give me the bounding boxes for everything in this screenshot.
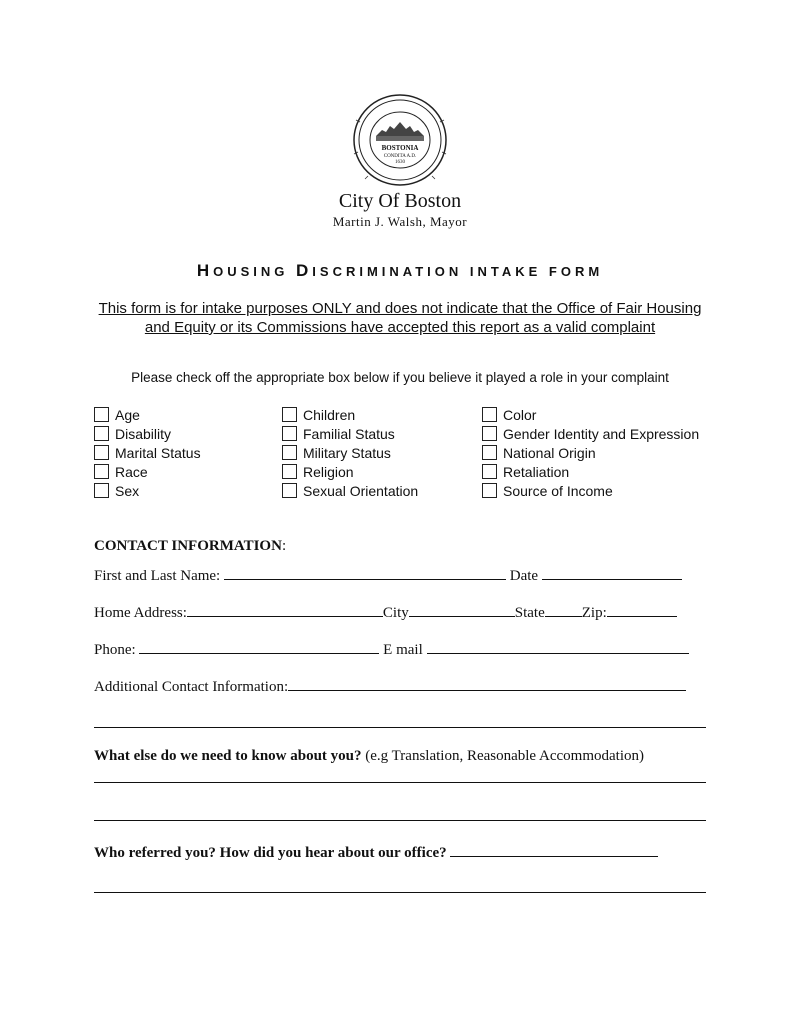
checkbox-military-status[interactable]: Military Status <box>282 443 418 462</box>
state-label: State <box>514 605 545 621</box>
checkbox-race[interactable]: Race <box>94 462 201 481</box>
additional-contact-field[interactable] <box>288 676 686 691</box>
checkbox[interactable] <box>482 426 497 441</box>
additional-contact-label: Additional Contact Information: <box>94 679 289 695</box>
contact-heading: CONTACT INFORMATION: <box>94 538 287 554</box>
address-field[interactable] <box>187 602 383 617</box>
checkbox-marital-status[interactable]: Marital Status <box>94 443 201 462</box>
checkbox-column-1 <box>94 405 201 500</box>
checkbox-familial-status[interactable]: Familial Status <box>282 424 418 443</box>
checkbox[interactable] <box>282 426 297 441</box>
checkbox-religion[interactable]: Religion <box>282 462 418 481</box>
zip-field[interactable] <box>607 602 677 617</box>
instructions: Please check off the appropriate box below if you believe it played a role in your complaint <box>131 370 669 385</box>
checkbox[interactable] <box>94 426 109 441</box>
referral-question: Who referred you? How did you hear about our office? <box>94 842 658 862</box>
date-field[interactable] <box>542 565 682 580</box>
name-date-row <box>94 565 682 585</box>
city-field[interactable] <box>409 602 515 617</box>
checkbox[interactable] <box>282 407 297 422</box>
checkbox[interactable] <box>282 464 297 479</box>
checkbox-column-2 <box>282 405 418 500</box>
svg-text:CONDITA A.D.: CONDITA A.D. <box>383 154 417 159</box>
checkbox-children[interactable]: Children <box>282 405 418 424</box>
date-label: Date <box>509 568 539 584</box>
checkbox-sex[interactable]: Sex <box>94 481 201 500</box>
referral-field[interactable] <box>450 842 658 857</box>
checkbox[interactable] <box>482 483 497 498</box>
checkbox-disability[interactable]: Disability <box>94 424 201 443</box>
checkbox[interactable] <box>94 407 109 422</box>
phone-email-row <box>94 639 689 659</box>
additional-contact-row <box>94 676 686 696</box>
needs-answer-line-2[interactable] <box>94 820 706 821</box>
checkbox[interactable] <box>482 464 497 479</box>
address-row <box>94 602 677 622</box>
city-name: City Of Boston <box>338 190 462 212</box>
checkbox[interactable] <box>94 445 109 460</box>
address-label: Home Address: <box>94 605 187 621</box>
form-title: HOUSING DISCRIMINATION INTAKE FORM <box>196 261 604 280</box>
additional-contact-line-2[interactable] <box>94 727 706 728</box>
disclaimer: This form is for intake purposes ONLY and does not indicate that the Office of Fair Housing and Equity or its Commissions have accepted this report as a valid complaint <box>98 300 702 336</box>
checkbox-source-of-income[interactable]: Source of Income <box>482 481 699 500</box>
phone-field[interactable] <box>139 639 379 654</box>
phone-label: Phone: <box>94 642 136 658</box>
checkbox[interactable] <box>282 483 297 498</box>
checkbox-national-origin[interactable]: National Origin <box>482 443 699 462</box>
checkbox[interactable] <box>482 445 497 460</box>
checkbox-age[interactable]: Age <box>94 405 201 424</box>
name-field[interactable] <box>224 565 506 580</box>
name-label: First and Last Name: <box>94 568 221 584</box>
checkbox-color[interactable]: Color <box>482 405 699 424</box>
svg-text:BOSTONIA: BOSTONIA <box>381 144 419 152</box>
checkbox-retaliation[interactable]: Retaliation <box>482 462 699 481</box>
checkbox[interactable] <box>282 445 297 460</box>
checkbox[interactable] <box>482 407 497 422</box>
mayor-name: Martin J. Walsh, Mayor <box>332 214 468 229</box>
checkbox[interactable] <box>94 483 109 498</box>
zip-label: Zip: <box>581 605 607 621</box>
email-label: E mail <box>383 642 423 658</box>
checkbox-column-3 <box>482 405 699 500</box>
needs-question: What else do we need to know about you? (e.g Translation, Reasonable Accommodation) <box>94 748 644 764</box>
checkbox[interactable] <box>94 464 109 479</box>
checkbox-gender-identity[interactable]: Gender Identity and Expression <box>482 424 699 443</box>
city-seal <box>350 92 450 188</box>
email-field[interactable] <box>427 639 689 654</box>
state-field[interactable] <box>545 602 582 617</box>
svg-text:1630: 1630 <box>395 160 405 165</box>
checkbox-sexual-orientation[interactable]: Sexual Orientation <box>282 481 418 500</box>
needs-answer-line-1[interactable] <box>94 782 706 783</box>
referral-answer-line[interactable] <box>94 892 706 893</box>
city-label: City <box>382 605 409 621</box>
